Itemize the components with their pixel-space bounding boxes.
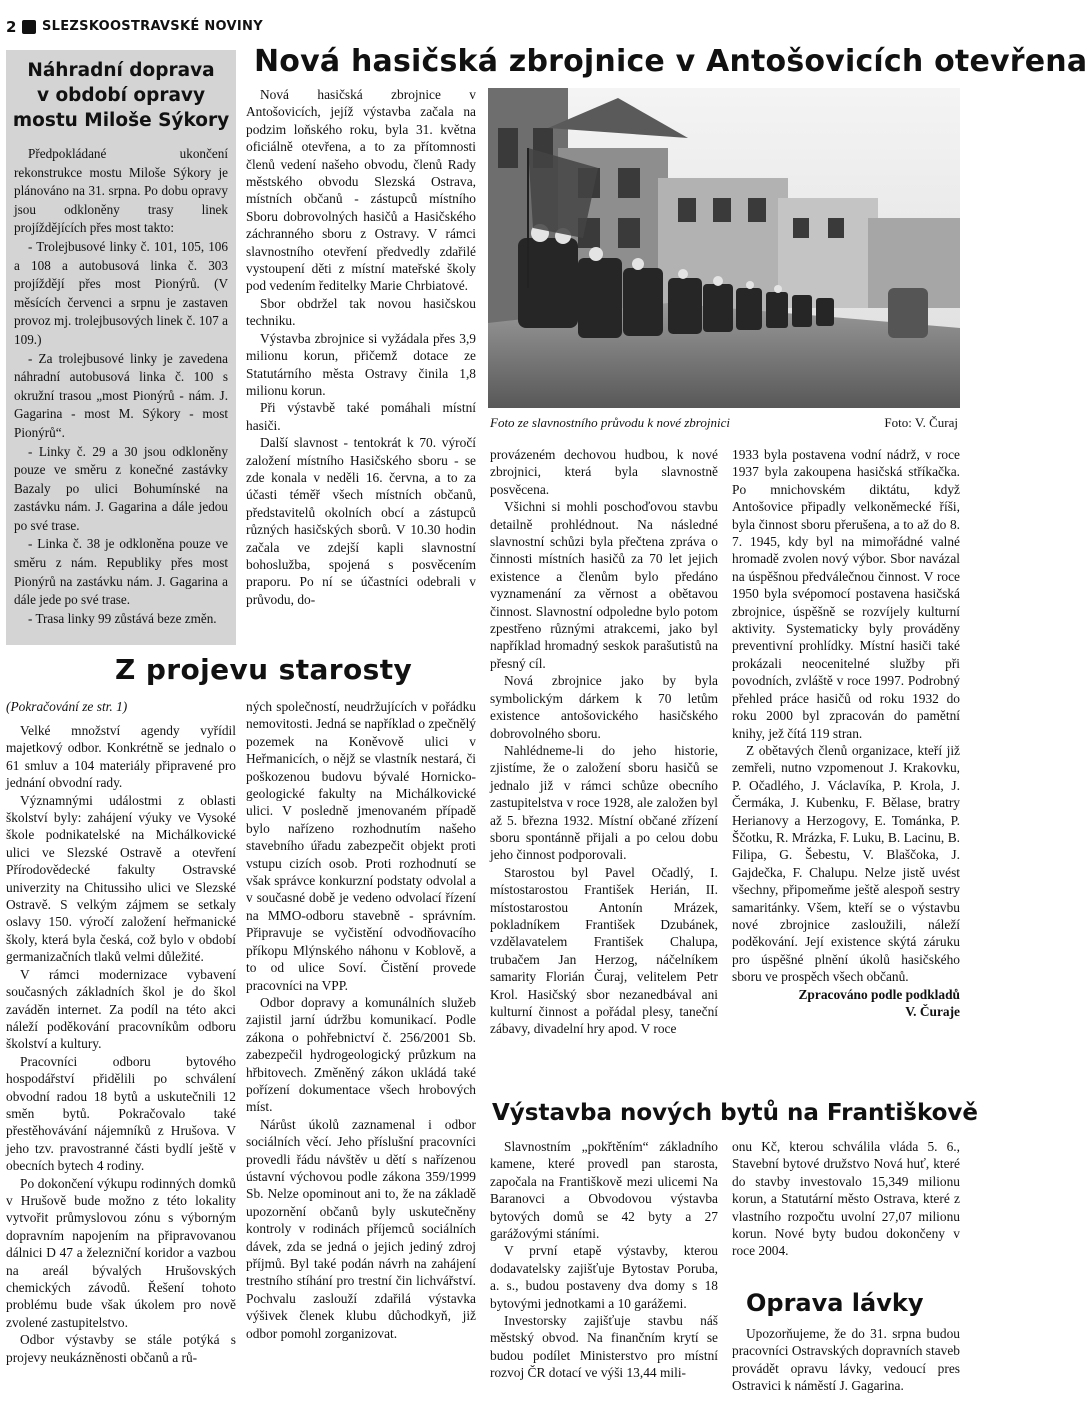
- article-paragraph: Nahlédneme-li do jeho historie, zjistíme, že o založení sboru hasičů se jednalo již v rámci schůze obecního zastupitelstva v roce 1928, ale založen byl až 5. března 1932. Místní občané zřízení sboru spontánně přijali a po celou dobu jeho činnost podporovali.: [490, 742, 718, 863]
- procession-photo: [488, 88, 960, 408]
- article-paragraph: Odbor dopravy a komunálních služeb zajistil jarní údržbu komunikací. Podle zákona o pohřebnictví č. 256/2001 Sb. zabezpečil hydrogeologický průzkum na hřbitovech. Změněný zákon ukládá také pořízení dokumentace všech hrobových míst.: [246, 994, 476, 1115]
- continued-note: (Pokračování ze str. 1): [6, 699, 128, 714]
- article-paragraph: 1933 byla postavena vodní nádrž, v roce 1937 byla zakoupena hasičská stříkačka. Po mnichovském diktátu, když Antošovice připadly velkoněmecké říši, byla činnost sboru přerušena, a to až do 8. 7. 1945, kdy byl na mimořádné valné hromadě zvolen nový výbor. Sbor navázal na úspěšnou předválečnou činnost. V roce 1950 byla svépomocí postavena hasičská zbrojnice, úspěšně se rozvíjely kulturní aktivity. Systematicky byly prováděny preventivní prohlídky. Místní hasiči také prokázali neocenitelné služby při povodních, zvláště v roce 1997. Podrobný přehled práce hasičů od roku 1932 do roku 2000 byl zpracován do pamětní knihy, jež čítá 119 stran.: [732, 447, 960, 741]
- signature-line: Zpracováno podle podkladů: [798, 986, 960, 1002]
- article-paragraph: Nová zbrojnice jako by byla symbolickým dárkem k 70 letům existence antošovického hasičského dobrovolného sboru.: [490, 673, 718, 741]
- article-paragraph: ných společností, neudržujících v pořádku nemovitosti. Jedná se například o zpečnělý pozemek na Koněvově ulici v Heřmanicích, o nějž se vlastník nestará, či poškozenou budovu bývalé Hornicko-geologické fakulty na Michálkovické ulici. V posledně jmenovaném případě bylo nařízeno rozhodnutím našeho stavebního úřadu zabezpečit objekt proti vstupu cizích osob. Proti rozhodnutí se však správce konkurzní podstaty odvolal a v současné době je vedeno odvolací řízení na MMO-odboru stavebně - správním. Připravuje se vyčistění odvodňovacího příkopu Mlýnského náhonu v Koblově, a to od ulice Soví. Čistění provede pracovníci na VPP.: [246, 699, 476, 993]
- photo-caption: Foto ze slavnostního průvodu k nové zbrojnici: [490, 415, 730, 430]
- article-paragraph: Nová hasičská zbrojnice v Antošovicích, jejíž výstavba začala na podzim loňského roku, byla 31. května oficiálně otevřena, a to za přítomnosti členů vedení našeho obvodu, členů Rady městského obvodu Slezská Ostrava, místních občanů - zástupců místního Sboru dobrovolných hasičů a Hasičského záchranného sboru z Ostravy. V rámci slavnostního otevření předvedly zdařilé vystoupení děti z místní mateřské školy pod vedením ředitelky Marie Chrbiatové.: [246, 87, 476, 294]
- starosta-headline: Z projevu starosty: [115, 653, 413, 686]
- page-header: [6, 18, 958, 40]
- article-paragraph: Upozorňujeme, že do 31. srpna budou pracovníci Ostravských dopravních staveb provádět opravu lávky, vedoucí pres Ostravici k náměstí J. Gagarina.: [732, 1326, 960, 1394]
- lavka-col: [732, 1325, 960, 1395]
- article-paragraph: onu Kč, kterou schválila vláda 5. 6., Stavební bytové družstvo Nová huť, které do stavby investovalo 15,349 milionu korun, a Statutární město Ostrava, které z vlastního rozpočtu uvolní 27,07 milionu korun. Nové byty budou dokončeny v roce 2004.: [732, 1139, 960, 1259]
- sidebar-paragraph: - Linky č. 29 a 30 jsou odkloněny pouze ve směru z konečné zastávky Bazaly po ulici Bohumínské na zastávku nám. J. Gagarina a dále jedou po své trase.: [14, 443, 228, 533]
- article-paragraph: Významnými událostmi z oblasti školství byly: zahájení výuky ve Vysoké škole podnikatelské na Michálkovické ulici ve Slezské Ostravě a otevření Přírodovědecké fakulty Ostravské univerzity na Chitussiho ulici ve Slezské Ostravě. S velkým zájmem se setkaly oslavy 150. výročí založení heřmanické školy, která byla česká, což bylo v období germanizačních tlaků velmi důležité.: [6, 792, 236, 965]
- byty-col-1: [490, 1138, 718, 1382]
- byty-headline: Výstavba nových bytů na Františkově: [492, 1100, 979, 1126]
- article-paragraph: V rámci modernizace vybavení současných základních škol je do škol zaváděn internet. Za podíl na této akci náleží poděkování pracovníkům odboru školství a kultury.: [6, 966, 236, 1052]
- article-paragraph: Starostou byl Pavel Očadlý, I. místostarostou František Herián, II. místostarostou Antonín Mrázek, pokladníkem František Dzubánek, vzdělavatelem František Chalupa, trubačem Jan Herzog, náčelníkem samarity Florián Čuraj, velitelem Petr Krol. Hasičský sbor nezanedbával ani kulturní činnost a pořádal plesy, taneční zábavy, divadelní hry apod. V roce: [490, 864, 718, 1037]
- header-box-icon: [22, 20, 36, 34]
- sidebar-title: [6, 58, 236, 133]
- article-paragraph: Odbor výstavby se stále potýká s projevy neukázněnosti občanů a rů-: [6, 1332, 236, 1365]
- article-paragraph: Slavnostním „pokřtěním“ základního kamene, které provedl pan starosta, započala na Františkově mezi ulicemi Na Baranovci a Obvodovou výstavba bytových domů se 42 byty a 27 garážovými stáními.: [490, 1139, 718, 1242]
- sidebar-paragraph: - Za trolejbusové linky je zavedena náhradní autobusová linka č. 100 s okružní trasou „most Pionýrů - nám. J. Gagarina - most M. Sýkory - most Pionýrů“.: [14, 350, 228, 440]
- sidebar-title-line: v období opravy: [36, 85, 206, 106]
- article-paragraph: V první etapě výstavby, kterou dodavatelsky zajišťuje Bytostav Poruba, a. s., budou postaveny dva domy s 18 bytovými jednotkami a 10 garážemi.: [490, 1243, 718, 1311]
- sidebar-title-line: Náhradní doprava: [27, 60, 215, 81]
- hasici-col-3: [732, 446, 960, 1020]
- hasici-col-2: [490, 446, 718, 1038]
- article-paragraph: provázeném dechovou hudbou, k nové zbrojnici, která byla slavnostně posvěcena.: [490, 447, 718, 497]
- signature-line: V. Čuraje: [905, 1004, 960, 1019]
- article-paragraph: Po dokončení výkupu rodinných domků v Hrušově bude možno z této lokality vytvořit průmyslovou zónu s výborným dopravním napojením na připravovanou dálnici D 47 a železniční koridor a vazbou na areál bývalých Hrušovských chemických závodů. Řešení tohoto problému bude však úkolem pro nově zvolené zastupitelstvo.: [6, 1175, 236, 1330]
- sidebar-title-line: mostu Miloše Sýkory: [12, 110, 230, 131]
- sidebar-box: [6, 50, 236, 645]
- article-paragraph: Nárůst úkolů zaznamenal i odbor sociálních věcí. Jeho příslušní pracovníci provedli řádu návštěv u dětí s nařízenou ústavní výchovou podle zákona 359/1999 Sb. Nelze opominout ani to, že na základě upozornění občanů byly uskutečněny kontroly v rodinách příjemců sociálních dávek, zda se jedná o jejich jediný zdroj příjmů. Byl také podán návrh na zahájení trestního stíhání pro trestní čin lichvářství. Pochvalu zaslouží zdařilá výstavka výšivek členek klubu důchodkyň, již odbor pomohl zorganizovat.: [246, 1116, 476, 1341]
- article-paragraph: Investorsky zajišťuje stavbu náš městský obvod. Na finančním krytí se budou podílet Ministerstvo pro místní rozvoj ČR dotací ve výši 13,44 mili-: [490, 1313, 718, 1381]
- article-paragraph: Další slavnost - tentokrát k 70. výročí založení místního Hasičského sboru - se zde konala v neděli 16. června, a to za účasti téměř všech místních občanů, představitelů okolních obcí a zástupců různých hasičských sborů. V 10.30 hodin začala ve zdejší kapli slavnostní bohoslužba, spojená s posvěcením praporu. Po ní se účastníci odebrali v průvodu, do-: [246, 435, 476, 607]
- article-paragraph: Velké množství agendy vyřídil majetkový odbor. Konkrétně se jednalo o 61 smluv a 104 materiály připravené pro jednání obvodní rady.: [6, 723, 236, 791]
- article-paragraph: Všichni si mohli poschoďovou stavbu detailně prohlédnout. Na následné slavnostní schůzi byla přečtena zpráva o činnosti místních hasičů za 70 let jejich existence a členům bylo předáno vyznamenání za věrnost a obětavou činnost. Slavnostní odpoledne bylo potom zpestřeno různými atrakcemi, jako byl například hromadný seskok parašutistů na přesný cíl.: [490, 499, 718, 671]
- article-paragraph: Při výstavbě také pomáhali místní hasiči.: [246, 400, 476, 433]
- photo-credit: Foto: V. Čuraj: [884, 415, 958, 430]
- lavka-headline: Oprava lávky: [746, 1289, 924, 1317]
- page-number: 2: [6, 18, 17, 36]
- article-paragraph: Z obětavých členů organizace, kteří již zemřeli, nutno vzpomenout J. Krakovku, P. Očadlého, J. Václavíka, P. Krola, J. Čermáka, J. Kubenku, F. Bělase, bratry Herianovy a Herzogovy, E. Tománka, P. Ščotku, R. Mrázka, F. Luku, B. Lacinu, B. Filipa, G. Šebestu, V. Blaščoka, J. Gajdečka, F. Chalupu. Nelze jistě uvést všechny, připomeňme ještě alespoň sestry samaritánky. Všem, kteří se o výstavbu nové zbrojnice zasloužili, náleží poděkování. Její existence skýtá záruku pro úspěšné plnění úkolů hasičského sboru ve prospěch všech občanů.: [732, 742, 960, 985]
- article-paragraph: Sbor obdržel tak novou hasičskou techniku.: [246, 295, 476, 329]
- hasici-col-1: [246, 86, 476, 608]
- article-paragraph: Výstavba zbrojnice si vyžádala přes 3,9 milionu korun, přičemž dotace ze Statutárního města Ostravy činila 1,8 milionu korun.: [246, 330, 476, 398]
- main-headline: Nová hasičská zbrojnice v Antošovicích otevřena: [254, 44, 1087, 79]
- sidebar-paragraph: - Trasa linky 99 zůstává beze změn.: [28, 610, 217, 626]
- article-paragraph: Pracovníci odboru bytového hospodářství přidělili po schválení obvodní radou 18 bytů a uskutečnili 12 směn bytů. Pokračovalo také přestěhovávání nájemníků z Hrušova. V jeho tzv. pravostranné části bydlí ještě v obecních bytech 4 rodiny.: [6, 1053, 236, 1174]
- sidebar-paragraph: Předpokládané ukončení rekonstrukce mostu Miloše Sýkory je plánováno na 31. srpna. Po dobu opravy jsou odkloněny trasy linek projíždějících přes most takto:: [14, 146, 228, 236]
- sidebar-paragraph: - Linka č. 38 je odkloněna pouze ve směru z nám. Republiky přes most Pionýrů na zastávku nám. J. Gagarina a dále jede po své trase.: [14, 536, 228, 608]
- paper-name: SLEZSKOOSTRAVSKÉ NOVINY: [42, 19, 263, 34]
- byty-col-2: [732, 1138, 960, 1260]
- starosta-col-1: [6, 722, 236, 1366]
- sidebar-paragraph: - Trolejbusové linky č. 101, 105, 106 a 108 a autobusová linka č. 303 projíždějí přes most Pionýrů. (V měsících červenci a srpnu je zastaven provoz mj. trolejbusových linek č. 107 a 109.): [14, 238, 228, 347]
- starosta-col-2: [246, 698, 476, 1342]
- sidebar-text: [14, 145, 228, 628]
